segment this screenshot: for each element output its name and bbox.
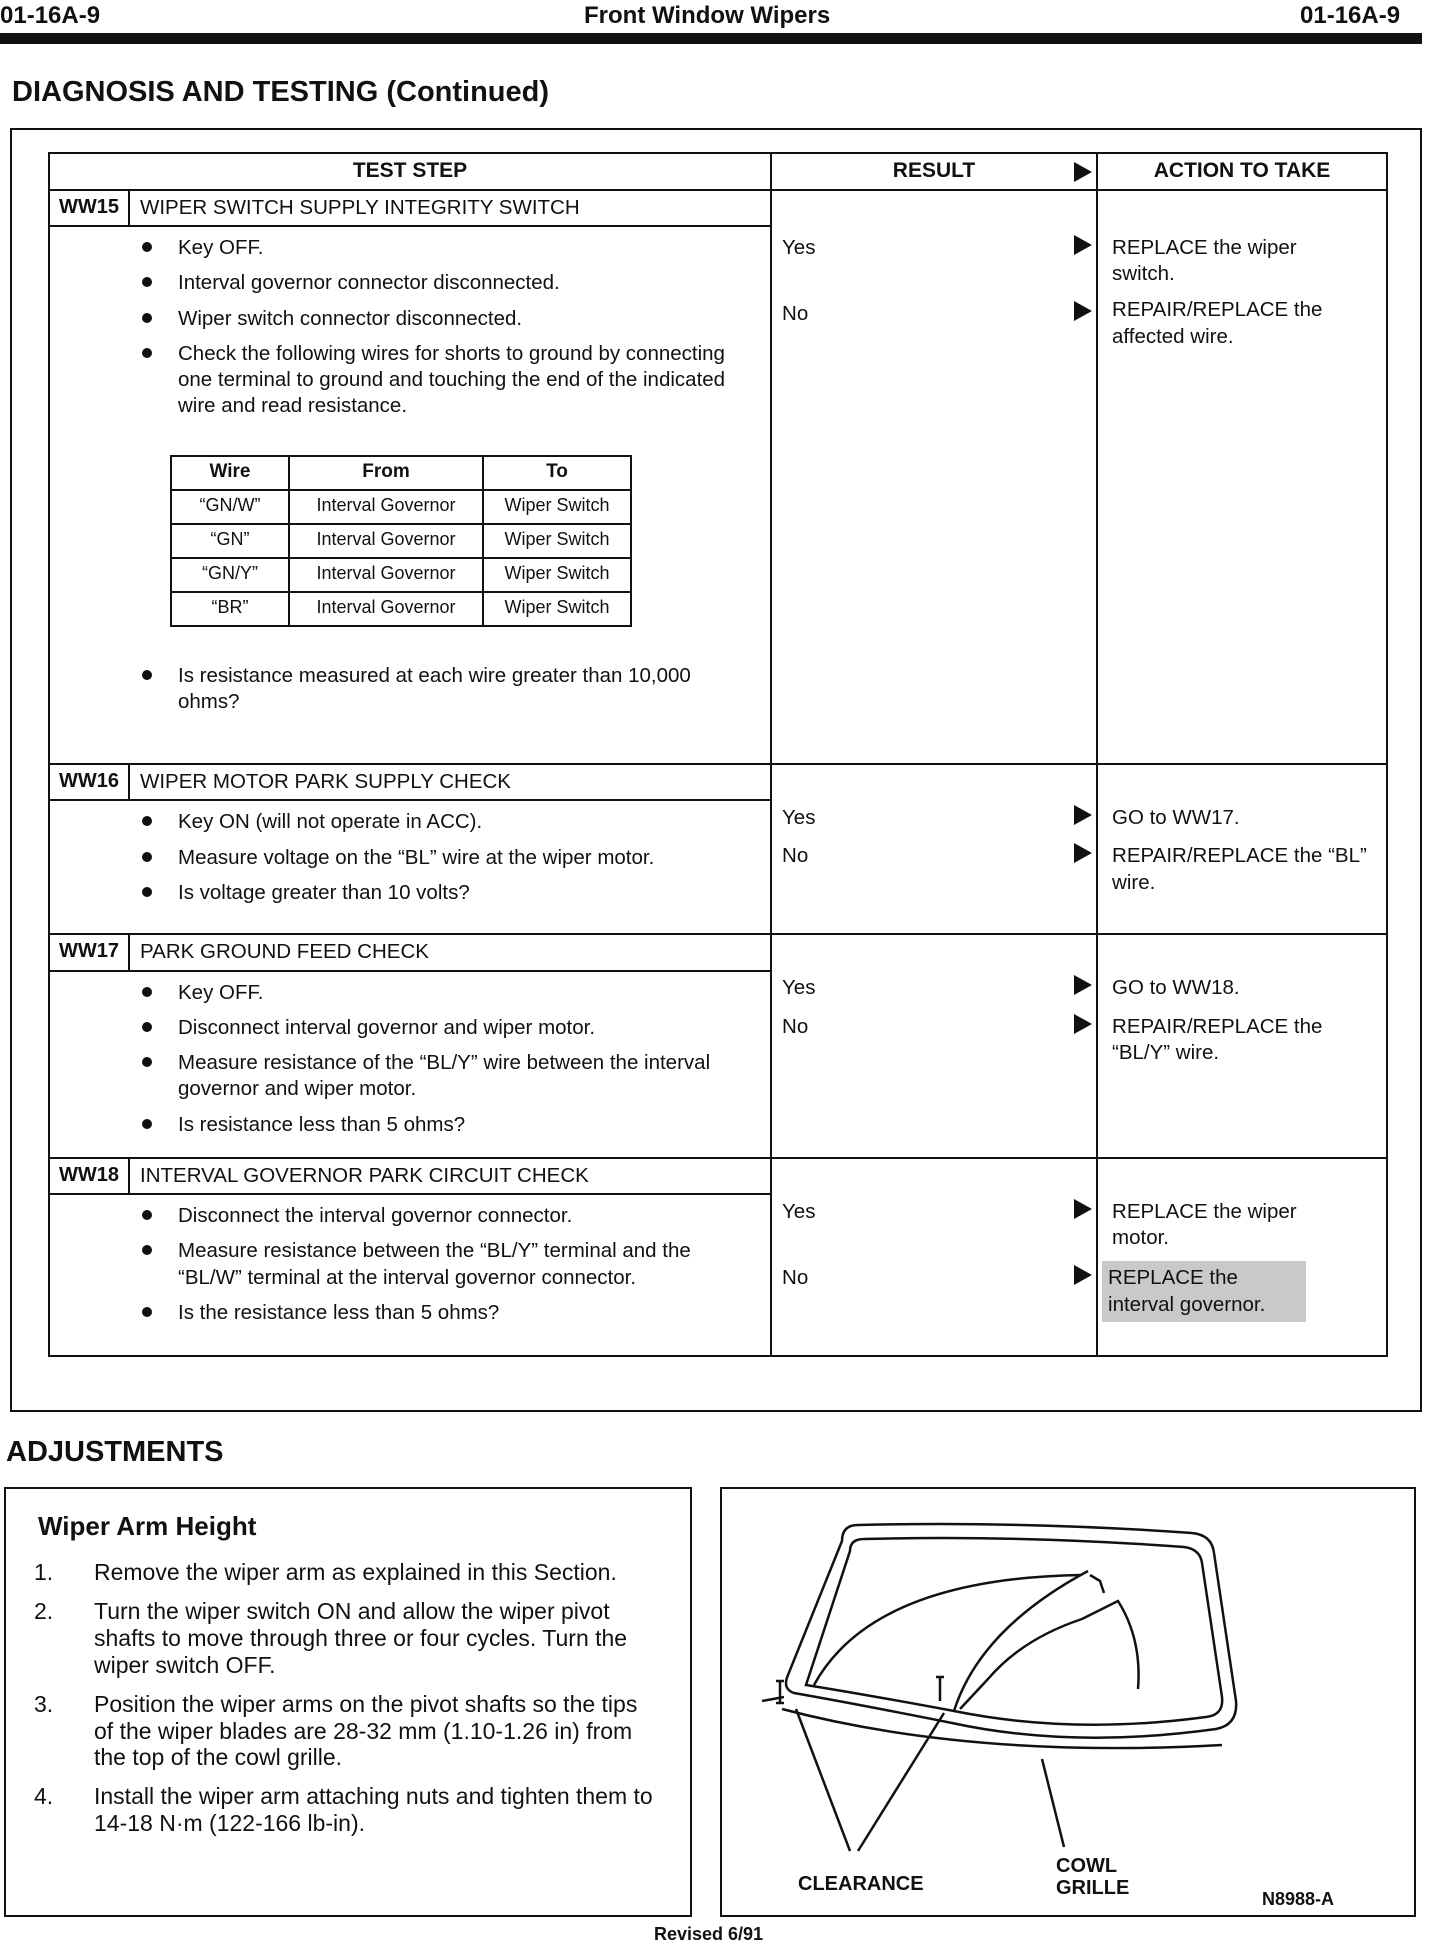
step-title: PARK GROUND FEED CHECK	[129, 934, 771, 970]
result-value: Yes	[782, 806, 816, 830]
page-number-left: 01-16A-9	[0, 2, 101, 29]
header-action: ACTION TO TAKE	[1097, 153, 1387, 190]
figure-box	[720, 1487, 1416, 1917]
list-item	[34, 1783, 654, 1837]
result-line	[772, 1265, 1096, 1291]
header-result	[771, 153, 1097, 190]
wire-cell: “GN/Y”	[171, 558, 289, 592]
action-text: REPAIR/REPLACE the affected wire.	[1112, 298, 1323, 348]
result-line	[772, 1014, 1096, 1040]
action-text: REPLACE the wiper motor.	[1112, 1199, 1297, 1250]
result-line	[772, 235, 1096, 261]
procedure-list	[34, 1559, 654, 1849]
action-cell	[1097, 934, 1387, 1157]
from-cell: Interval Governor	[289, 524, 483, 558]
header-test-step: TEST STEP	[49, 153, 771, 190]
result-value: No	[782, 844, 809, 868]
list-item	[34, 1691, 654, 1772]
diagnosis-table	[48, 152, 1388, 1357]
arrow-right-icon	[1074, 162, 1092, 182]
windshield-diagram	[722, 1489, 1414, 1915]
to-cell: Wiper Switch	[483, 558, 631, 592]
step-text: Turn the wiper switch ON and allow the wiper pivot shafts to move through three or four cycles. Turn the wiper switch OFF.	[94, 1597, 628, 1678]
result-value: Yes	[782, 1199, 816, 1223]
from-col-header: From	[289, 456, 483, 490]
step-title-row	[49, 764, 1387, 800]
cowl-label: COWL	[1056, 1855, 1118, 1877]
step-text: Remove the wiper arm as explained in this Section.	[94, 1559, 617, 1585]
result-value: No	[782, 1266, 809, 1290]
bullet-item: Measure voltage on the “BL” wire at the wiper motor.	[142, 845, 698, 871]
step-number: 1.	[34, 1559, 54, 1585]
bullet-item: Is resistance less than 5 ohms?	[142, 1112, 770, 1138]
result-value: No	[782, 302, 809, 326]
header-result-label: RESULT	[892, 159, 976, 183]
table-row	[171, 558, 631, 592]
step-id: WW18	[49, 1158, 129, 1194]
result-cell	[771, 190, 1097, 764]
figure-id: N8988-A	[1262, 1889, 1335, 1909]
arrow-right-icon	[1074, 975, 1092, 995]
to-cell: Wiper Switch	[483, 490, 631, 524]
step-title-row	[49, 190, 1387, 226]
result-value: No	[782, 1014, 809, 1038]
bullet-item: Is the resistance less than 5 ohms?	[142, 1300, 770, 1326]
step-title: WIPER SWITCH SUPPLY INTEGRITY SWITCH	[129, 190, 771, 226]
step-number: 3.	[34, 1690, 54, 1717]
section-title: DIAGNOSIS AND TESTING (Continued)	[12, 76, 550, 108]
action-cell	[1097, 1158, 1387, 1356]
result-line	[772, 843, 1096, 869]
step-id: WW16	[49, 764, 129, 800]
wire-cell: “GN”	[171, 524, 289, 558]
action-text: REPLACE the wiper switch.	[1112, 236, 1297, 286]
table-row	[171, 592, 631, 626]
step-title: INTERVAL GOVERNOR PARK CIRCUIT CHECK	[129, 1158, 771, 1194]
result-cell	[771, 764, 1097, 934]
bullet-item: Disconnect the interval governor connector.	[142, 1203, 770, 1229]
table-header-row	[49, 153, 1387, 190]
wire-cell: “GN/W”	[171, 490, 289, 524]
arrow-right-icon	[1074, 843, 1092, 863]
step-body	[49, 971, 771, 1158]
step-body	[49, 800, 771, 934]
action-text: GO to WW17.	[1112, 806, 1240, 830]
step-id: WW15	[49, 190, 129, 226]
action-cell	[1097, 764, 1387, 934]
result-line	[772, 805, 1096, 831]
result-line	[772, 975, 1096, 1001]
action-text-highlighted: REPLACE the interval governor.	[1102, 1261, 1306, 1321]
result-value: Yes	[782, 976, 816, 1000]
bullet-item: Is resistance measured at each wire greater than 10,000 ohms?	[142, 663, 738, 715]
bullet-item: Wiper switch connector disconnected.	[142, 306, 730, 332]
adjustments-heading: ADJUSTMENTS	[6, 1436, 224, 1468]
bullet-item: Key ON (will not operate in ACC).	[142, 809, 770, 835]
bullet-item: Key OFF.	[142, 235, 730, 261]
action-cell	[1097, 190, 1387, 764]
result-value: Yes	[782, 236, 816, 259]
action-text: GO to WW18.	[1112, 976, 1240, 1000]
page-title: Front Window Wipers	[584, 2, 831, 29]
to-col-header: To	[483, 456, 631, 490]
step-body	[49, 1194, 771, 1356]
wire-table	[170, 455, 632, 627]
table-row	[171, 524, 631, 558]
list-item	[34, 1559, 654, 1586]
footer-revised: Revised 6/91	[654, 1924, 764, 1944]
arrow-right-icon	[1074, 805, 1092, 825]
from-cell: Interval Governor	[289, 558, 483, 592]
step-number: 2.	[34, 1597, 54, 1624]
step-text: Position the wiper arms on the pivot shafts so the tips of the wiper blades are 28-32 mm (1.10-1.26 in) from the top of the cowl grille.	[94, 1690, 638, 1771]
arrow-right-icon	[1074, 1265, 1092, 1285]
action-text: REPAIR/REPLACE the “BL” wire.	[1112, 844, 1367, 894]
action-text: REPAIR/REPLACE the “BL/Y” wire.	[1112, 1014, 1323, 1064]
clearance-label: CLEARANCE	[798, 1873, 924, 1895]
result-line	[772, 1199, 1096, 1225]
bullet-item: Measure resistance of the “BL/Y” wire between the interval governor and wiper motor.	[142, 1050, 718, 1102]
step-text: Install the wiper arm attaching nuts and tighten them to 14-18 N·m (122-166 lb-in).	[94, 1783, 653, 1837]
step-body	[49, 226, 771, 764]
header-rule	[0, 33, 1422, 44]
arrow-right-icon	[1074, 1199, 1092, 1219]
table-row	[171, 490, 631, 524]
adjustments-box	[4, 1487, 692, 1917]
bullet-item: Disconnect interval governor and wiper motor.	[142, 1015, 770, 1041]
from-cell: Interval Governor	[289, 592, 483, 626]
to-cell: Wiper Switch	[483, 524, 631, 558]
bullet-item: Measure resistance between the “BL/Y” terminal and the “BL/W” terminal at the interval governor connector.	[142, 1238, 738, 1290]
list-item	[34, 1598, 654, 1679]
wire-col-header: Wire	[171, 456, 289, 490]
adjustments-box-title: Wiper Arm Height	[38, 1511, 257, 1541]
step-number: 4.	[34, 1783, 54, 1810]
grille-label: GRILLE	[1056, 1877, 1130, 1899]
to-cell: Wiper Switch	[483, 592, 631, 626]
bullet-item: Check the following wires for shorts to ground by connecting one terminal to ground and touching the end of the indicated wire and read resistance.	[142, 341, 748, 420]
step-title-row	[49, 934, 1387, 970]
step-title-row	[49, 1158, 1387, 1194]
result-cell	[771, 934, 1097, 1157]
wire-cell: “BR”	[171, 592, 289, 626]
arrow-right-icon	[1074, 1014, 1092, 1034]
step-id: WW17	[49, 934, 129, 970]
result-line	[772, 301, 1096, 327]
bullet-item: Is voltage greater than 10 volts?	[142, 880, 770, 906]
from-cell: Interval Governor	[289, 490, 483, 524]
bullet-item: Key OFF.	[142, 980, 770, 1006]
page-number-right: 01-16A-9	[1300, 2, 1401, 29]
step-title: WIPER MOTOR PARK SUPPLY CHECK	[129, 764, 771, 800]
arrow-right-icon	[1074, 301, 1092, 321]
result-cell	[771, 1158, 1097, 1356]
bullet-item: Interval governor connector disconnected.	[142, 270, 730, 296]
arrow-right-icon	[1074, 235, 1092, 255]
